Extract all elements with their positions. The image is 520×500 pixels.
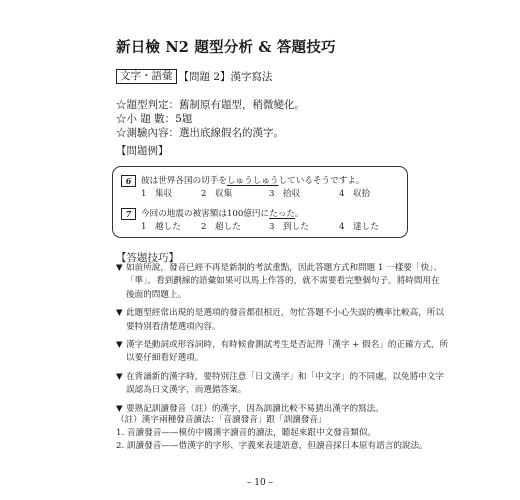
info-type-judgement: ☆題型判定：舊制原有題型，稍微變化。 [116,99,305,111]
triangle-bullet-icon: ▼ [116,371,123,382]
tip-line: 如前所說，發音已經不再是新制的考試重點，因此答題方式和問題 1 一樣要「快」、 [126,263,443,273]
tips-list [116,262,449,421]
tip-line: 在背誦新的漢字時，要特別注意「日文漢字」和「中文字」的不同處，以免將中文字 [126,371,444,382]
question-number: 7 [121,208,136,220]
option-6-3: 3 拾収 [269,189,301,199]
tip-line: 後面的問題上。 [126,289,187,300]
question-number: 6 [121,175,136,187]
tips-heading: 【答題技巧】 [116,252,179,264]
example-heading: 【問題例】 [116,145,169,157]
footnote-item-2: 2. 訓讀發音——借漢字的字形、字義來表達語意，但讀音採日本原有語言的說法。 [116,441,428,451]
page-title: 新日檢 N2 題型分析 & 答題技巧 [116,39,336,56]
info-test-content: ☆測驗內容：選出底線假名的漢字。 [116,127,284,139]
tip-item [116,371,444,398]
tip-line: 「準」。看到劃線的語彙如果可以馬上作答的，就不需要看完整個句子。將時間用在 [126,276,440,287]
section-label: 【問題 2】漢字寫法 [178,71,273,83]
question-underlined-word: しゅうしゅう [226,176,279,186]
option-7-2: 2 超した [201,222,241,232]
question-text-after: 。 [294,209,304,219]
option-7-4: 4 達した [339,222,379,232]
tip-item [116,339,449,366]
question-text-before: 彼は世界各国の切手を [141,176,227,186]
info-question-count: ☆小 題 數：5題 [116,113,193,125]
triangle-bullet-icon: ▼ [116,263,123,273]
footnote [116,414,428,453]
tip-line: 要特別看清楚選項內容。 [126,321,221,332]
triangle-bullet-icon: ▼ [116,308,123,319]
example-question-box [112,166,408,238]
option-7-1: 1 越した [141,222,181,232]
tip-line: 漢字是動詞或形容詞時，有時候會測試考生是否記得「漢字 + 假名」的正確方式，所 [126,340,449,351]
footnote-item-1: 1. 音讀發音——模仿中國漢字讀音的讀法，聽起來跟中文發音類似。 [116,428,377,438]
tip-line: 此題型經常出現的是選項的發音都很相近，勿忙答題不小心失誤的機率比較高，所以 [126,308,444,319]
page-number: – 10 – [246,478,274,488]
question-6 [121,174,364,187]
option-6-2: 2 収集 [201,189,233,199]
question-text-after: しているそうですよ。 [278,176,365,186]
footnote-title: （註）漢字兩種發音讀法：「音讀發音」跟「訓讀發音」 [116,415,327,425]
triangle-bullet-icon: ▼ [116,403,123,414]
question-text-before: 今回の地震の被害額は100億円に [141,209,270,219]
tip-item [116,262,443,302]
tip-item [116,307,444,334]
option-7-3: 3 到した [269,222,309,232]
tip-line: 誤認為日文漢字，而選錯答案。 [126,385,247,396]
section-tag: 文字・語彙 [116,69,177,84]
tip-line: 以要仔細看好選項。 [126,353,204,364]
question-7 [121,207,304,220]
option-6-1: 1 集収 [141,189,173,199]
option-6-4: 4 収拾 [339,189,371,199]
question-underlined-word: たった [269,209,295,219]
tip-line: 要熟記訓讀發音（註）的漢字，因為訓讀比較不易猜出漢字的寫法。 [126,403,384,414]
section-header [116,69,273,84]
question-type-info [116,98,305,140]
triangle-bullet-icon: ▼ [116,340,123,351]
